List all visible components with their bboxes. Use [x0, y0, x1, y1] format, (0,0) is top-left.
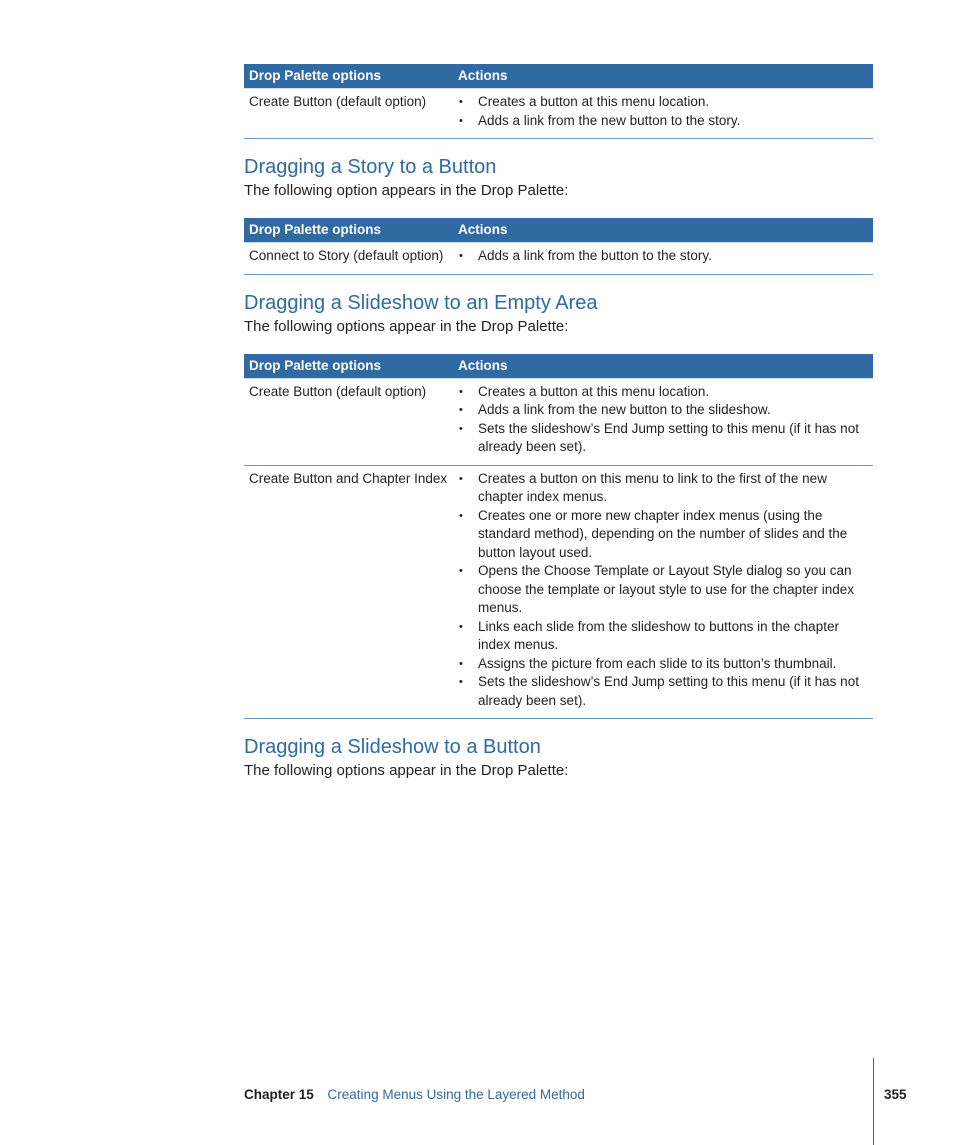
action-item: • Adds a link from the button to the story. — [458, 247, 868, 266]
actions-list — [458, 470, 868, 711]
table-header-row — [244, 64, 873, 89]
footer-divider — [873, 1058, 874, 1145]
header-actions: Actions — [453, 64, 873, 89]
page-content — [244, 64, 873, 798]
section-heading-story-to-button: Dragging a Story to a Button — [244, 156, 497, 178]
actions-cell — [453, 89, 873, 139]
section-heading-slideshow-to-button: Dragging a Slideshow to a Button — [244, 736, 541, 758]
action-item: • Links each slide from the slideshow to buttons in the chapter index menus. — [458, 618, 868, 655]
drop-palette-table-2 — [244, 218, 873, 275]
option-cell: Connect to Story (default option) — [244, 243, 453, 275]
header-drop-palette-options: Drop Palette options — [244, 354, 453, 379]
action-item: • Adds a link from the new button to the story. — [458, 112, 868, 131]
option-cell: Create Button and Chapter Index — [244, 465, 453, 719]
table-row — [244, 378, 873, 465]
action-item: • Creates one or more new chapter index menus (using the standard method), depending on the number of slides and the button layout used. — [458, 507, 868, 563]
footer-chapter-title: Creating Menus Using the Layered Method — [327, 1087, 585, 1102]
action-item: • Creates a button on this menu to link to the first of the new chapter index menus. — [458, 470, 868, 507]
actions-list — [458, 93, 868, 130]
table-header-row — [244, 218, 873, 243]
table-row — [244, 465, 873, 719]
action-item: • Adds a link from the new button to the slideshow. — [458, 401, 868, 420]
section-heading-slideshow-to-empty-area: Dragging a Slideshow to an Empty Area — [244, 291, 598, 314]
action-item: • Opens the Choose Template or Layout Style dialog so you can choose the template or layout style to use for the chapter index menus. — [458, 562, 868, 618]
page-footer — [244, 1086, 585, 1104]
section-intro: The following options appear in the Drop Palette: — [244, 317, 569, 335]
action-item: • Assigns the picture from each slide to its button’s thumbnail. — [458, 655, 868, 674]
table-row — [244, 89, 873, 139]
option-cell: Create Button (default option) — [244, 378, 453, 465]
header-drop-palette-options: Drop Palette options — [244, 218, 453, 243]
header-drop-palette-options: Drop Palette options — [244, 64, 453, 89]
header-actions: Actions — [453, 218, 873, 243]
page-number: 355 — [884, 1087, 907, 1102]
section-intro: The following options appear in the Drop Palette: — [244, 762, 569, 779]
action-item: • Creates a button at this menu location. — [458, 93, 868, 112]
drop-palette-table-1 — [244, 64, 873, 139]
actions-cell — [453, 243, 873, 275]
actions-cell — [453, 378, 873, 465]
action-item: • Sets the slideshow’s End Jump setting to this menu (if it has not already been set). — [458, 673, 868, 710]
drop-palette-table-3 — [244, 354, 873, 720]
header-actions: Actions — [453, 354, 873, 379]
section-intro: The following option appears in the Drop Palette: — [244, 182, 569, 199]
option-cell: Create Button (default option) — [244, 89, 453, 139]
table-row — [244, 243, 873, 275]
action-item: • Creates a button at this menu location. — [458, 383, 868, 402]
table-header-row — [244, 354, 873, 379]
actions-cell — [453, 465, 873, 719]
actions-list — [458, 247, 868, 266]
footer-chapter: Chapter 15 — [244, 1087, 314, 1102]
actions-list — [458, 383, 868, 457]
action-item: • Sets the slideshow’s End Jump setting to this menu (if it has not already been set). — [458, 420, 868, 457]
